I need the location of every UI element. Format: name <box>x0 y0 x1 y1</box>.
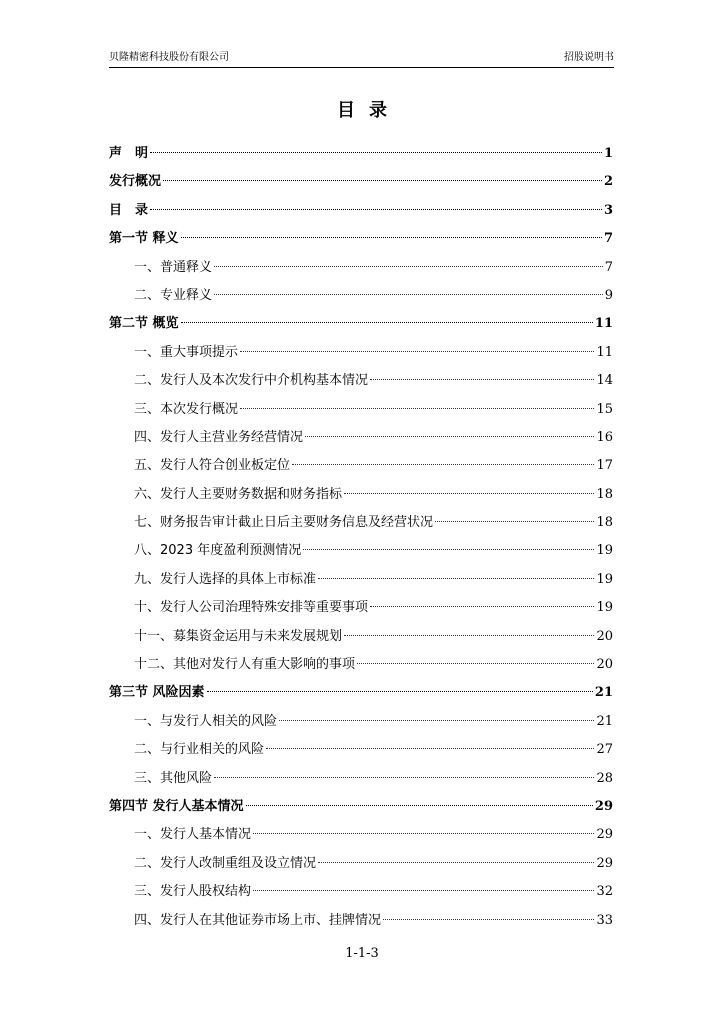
toc-dot-leader <box>383 919 594 920</box>
toc-entry-label: 二、与行业相关的风险 <box>134 742 265 758</box>
toc-entry-label: 一、普通释义 <box>134 259 213 275</box>
toc-entry-label: 十、发行人公司治理特殊安排等重要事项 <box>134 600 369 616</box>
toc-entry-label: 二、专业释义 <box>134 287 213 303</box>
toc-section-entry[interactable] <box>109 907 613 935</box>
page-header <box>109 51 614 68</box>
toc-entry-label: 第三节 风险因素 <box>109 685 205 701</box>
header-document-type: 招股说明书 <box>564 52 614 63</box>
toc-chapter-entry[interactable] <box>109 197 613 225</box>
toc-dot-leader <box>292 464 594 465</box>
toc-entry-page-number: 32 <box>596 884 613 900</box>
toc-entry-label: 四、发行人在其他证券市场上市、挂牌情况 <box>134 912 382 928</box>
toc-entry-page-number: 11 <box>596 344 613 360</box>
toc-entry-label: 三、发行人股权结构 <box>134 884 252 900</box>
toc-section-entry[interactable] <box>109 339 613 367</box>
toc-entry-page-number: 14 <box>596 373 613 389</box>
toc-entry-page-number: 19 <box>596 571 613 587</box>
toc-dot-leader <box>181 322 593 323</box>
toc-section-entry[interactable] <box>109 708 613 736</box>
toc-section-entry[interactable] <box>109 282 613 310</box>
toc-dot-leader <box>253 890 594 891</box>
toc-section-entry[interactable] <box>109 396 613 424</box>
toc-entry-label: 声 明 <box>109 146 149 161</box>
toc-chapter-entry[interactable] <box>109 793 613 821</box>
toc-dot-leader <box>214 266 603 267</box>
toc-entry-page-number: 18 <box>596 515 613 531</box>
toc-section-entry[interactable] <box>109 481 613 509</box>
toc-entry-label: 六、发行人主要财务数据和财务指标 <box>134 486 343 502</box>
toc-dot-leader <box>163 180 602 181</box>
toc-section-entry[interactable] <box>109 424 613 452</box>
toc-entry-label: 目 录 <box>109 202 149 218</box>
toc-entry-page-number: 29 <box>596 827 613 843</box>
toc-entry-label: 一、发行人基本情况 <box>134 827 252 843</box>
toc-chapter-entry[interactable] <box>109 140 613 168</box>
toc-section-entry[interactable] <box>109 566 613 594</box>
header-company-name: 贝隆精密科技股份有限公司 <box>109 52 229 63</box>
toc-section-entry[interactable] <box>109 254 613 282</box>
toc-dot-leader <box>240 351 594 352</box>
toc-dot-leader <box>214 777 594 778</box>
toc-entry-label: 第二节 概览 <box>109 316 179 332</box>
table-of-contents <box>109 140 613 935</box>
toc-entry-page-number: 33 <box>596 912 613 928</box>
toc-section-entry[interactable] <box>109 594 613 622</box>
toc-section-entry[interactable] <box>109 821 613 849</box>
toc-entry-page-number: 19 <box>596 600 613 616</box>
toc-dot-leader <box>246 805 593 806</box>
toc-dot-leader <box>318 862 594 863</box>
page-title: 目录 <box>337 100 401 121</box>
toc-entry-page-number: 29 <box>596 855 613 871</box>
toc-entry-label: 四、发行人主营业务经营情况 <box>134 429 304 445</box>
toc-chapter-entry[interactable] <box>109 168 613 196</box>
toc-section-entry[interactable] <box>109 367 613 395</box>
toc-entry-label: 十一、募集资金运用与未来发展规划 <box>134 628 343 644</box>
toc-dot-leader <box>357 663 594 664</box>
toc-dot-leader <box>370 606 594 607</box>
toc-dot-leader <box>305 436 594 437</box>
toc-entry-page-number: 16 <box>596 429 613 445</box>
toc-entry-label: 第一节 释义 <box>109 231 179 247</box>
toc-section-entry[interactable] <box>109 452 613 480</box>
toc-entry-page-number: 1 <box>603 146 613 161</box>
toc-entry-page-number: 3 <box>603 202 613 218</box>
toc-entry-label: 五、发行人符合创业板定位 <box>134 458 291 474</box>
toc-section-entry[interactable] <box>109 850 613 878</box>
toc-entry-page-number: 20 <box>596 657 613 673</box>
toc-section-entry[interactable] <box>109 765 613 793</box>
page-number: 1-1-3 <box>345 946 379 961</box>
toc-dot-leader <box>150 209 602 210</box>
toc-entry-label: 第四节 发行人基本情况 <box>109 798 244 814</box>
toc-entry-label: 八、2023 年度盈利预测情况 <box>134 543 302 559</box>
toc-dot-leader <box>344 493 594 494</box>
toc-entry-label: 十二、其他对发行人有重大影响的事项 <box>134 657 356 673</box>
toc-section-entry[interactable] <box>109 736 613 764</box>
toc-entry-page-number: 28 <box>596 770 613 786</box>
toc-dot-leader <box>318 578 594 579</box>
toc-section-entry[interactable] <box>109 651 613 679</box>
toc-dot-leader <box>214 294 603 295</box>
toc-entry-label: 三、其他风险 <box>134 770 213 786</box>
toc-dot-leader <box>207 691 593 692</box>
toc-dot-leader <box>240 408 594 409</box>
toc-entry-page-number: 20 <box>596 628 613 644</box>
toc-entry-page-number: 27 <box>596 742 613 758</box>
toc-chapter-entry[interactable] <box>109 679 613 707</box>
toc-entry-label: 二、发行人及本次发行中介机构基本情况 <box>134 373 369 389</box>
toc-chapter-entry[interactable] <box>109 310 613 338</box>
toc-entry-page-number: 15 <box>596 401 613 417</box>
toc-dot-leader <box>150 152 602 153</box>
toc-chapter-entry[interactable] <box>109 225 613 253</box>
toc-dot-leader <box>253 833 594 834</box>
toc-dot-leader <box>344 635 594 636</box>
toc-entry-page-number: 21 <box>596 713 613 729</box>
toc-dot-leader <box>266 748 594 749</box>
toc-entry-label: 一、重大事项提示 <box>134 344 239 360</box>
toc-entry-page-number: 21 <box>594 685 613 701</box>
toc-entry-page-number: 19 <box>596 543 613 559</box>
toc-entry-label: 发行概况 <box>109 174 162 190</box>
toc-entry-label: 九、发行人选择的具体上市标准 <box>134 571 317 587</box>
toc-entry-page-number: 7 <box>603 231 613 247</box>
toc-entry-page-number: 11 <box>594 316 613 332</box>
toc-dot-leader <box>279 720 594 721</box>
toc-section-entry[interactable] <box>109 878 613 906</box>
toc-entry-page-number: 9 <box>604 287 613 303</box>
toc-entry-page-number: 17 <box>596 458 613 474</box>
toc-dot-leader <box>435 521 594 522</box>
toc-entry-page-number: 18 <box>596 486 613 502</box>
toc-entry-page-number: 2 <box>603 174 613 190</box>
toc-dot-leader <box>181 237 602 238</box>
toc-section-entry[interactable] <box>109 509 613 537</box>
toc-entry-label: 三、本次发行概况 <box>134 401 239 417</box>
toc-dot-leader <box>370 379 594 380</box>
toc-entry-label: 七、财务报告审计截止日后主要财务信息及经营状况 <box>134 515 434 531</box>
toc-section-entry[interactable] <box>109 623 613 651</box>
toc-entry-label: 一、与发行人相关的风险 <box>134 713 278 729</box>
toc-entry-page-number: 29 <box>594 798 613 814</box>
toc-dot-leader <box>303 549 594 550</box>
toc-section-entry[interactable] <box>109 537 613 565</box>
toc-entry-page-number: 7 <box>604 259 613 275</box>
toc-entry-label: 二、发行人改制重组及设立情况 <box>134 855 317 871</box>
